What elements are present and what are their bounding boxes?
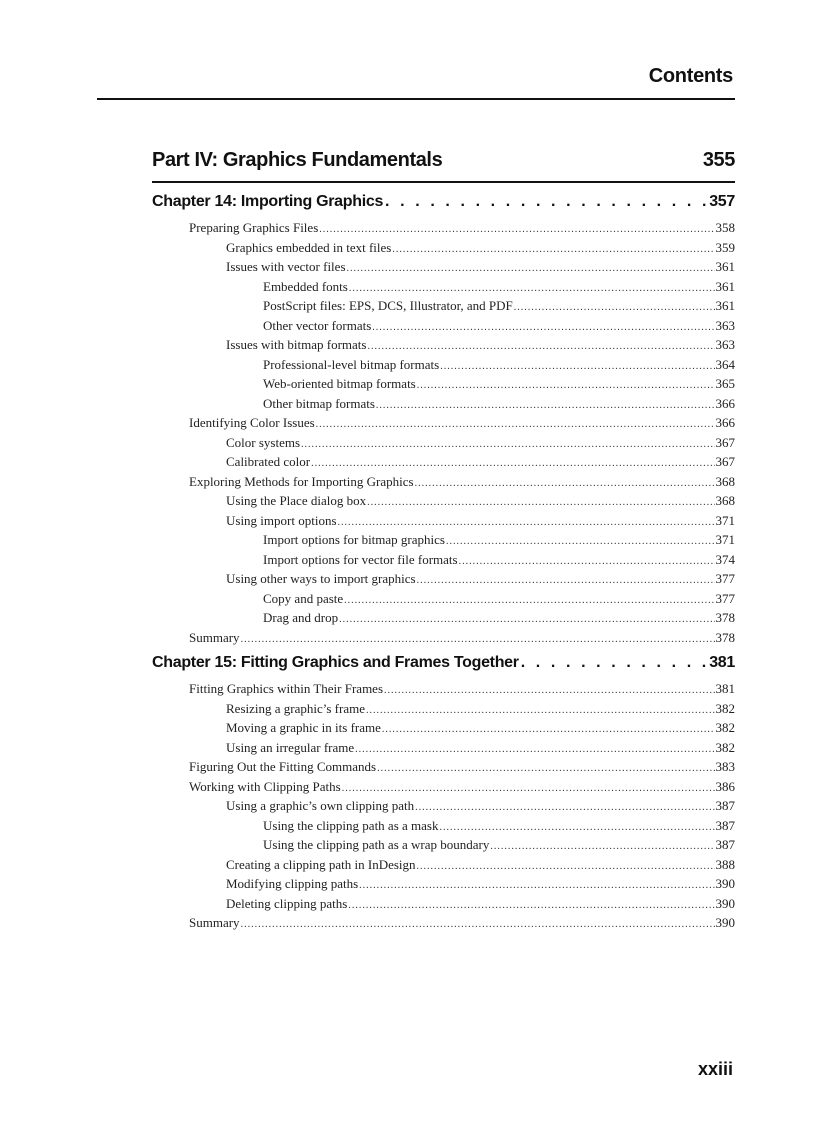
entry-page: 374 — [715, 551, 735, 567]
entry-page: 387 — [715, 817, 735, 833]
chapter-page: 381 — [709, 654, 735, 671]
entry-page: 378 — [715, 610, 735, 625]
toc-entry[interactable] — [152, 277, 735, 297]
toc-entry[interactable] — [152, 608, 735, 628]
entry-title: Resizing a graphic’s frame — [226, 700, 365, 716]
dot-leader — [339, 610, 714, 630]
entry-page: 368 — [715, 493, 735, 508]
entry-page: 363 — [715, 337, 735, 352]
dot-leader — [382, 720, 715, 740]
entry-page: 383 — [715, 759, 735, 774]
table-of-contents — [152, 145, 735, 933]
dot-leader — [367, 493, 714, 513]
toc-entry[interactable] — [152, 757, 735, 777]
toc-entry[interactable] — [152, 257, 735, 277]
part-rule — [152, 181, 735, 183]
toc-entry[interactable] — [152, 894, 735, 914]
entry-title: Identifying Color Issues — [189, 415, 315, 430]
toc-entry[interactable] — [152, 218, 735, 238]
dot-leader — [372, 318, 714, 338]
entry-title: Issues with bitmap formats — [226, 337, 367, 352]
dot-leader — [490, 837, 714, 857]
toc-entry[interactable] — [152, 835, 735, 855]
dot-leader — [376, 396, 715, 416]
entry-page: 367 — [715, 434, 735, 450]
dot-leader — [348, 896, 714, 916]
entry-page: 363 — [715, 317, 735, 333]
chapter-heading[interactable] — [152, 189, 735, 215]
entry-title: Using the clipping path as a wrap boundary — [263, 837, 490, 852]
toc-entry[interactable] — [152, 628, 735, 648]
entry-title: Using the clipping path as a mask — [263, 817, 439, 833]
toc-entry[interactable] — [152, 855, 735, 875]
entry-title: Summary — [189, 629, 240, 645]
dot-leader — [377, 759, 714, 779]
entry-page: 366 — [715, 415, 735, 430]
toc-entry[interactable] — [152, 699, 735, 719]
entry-page: 361 — [715, 259, 735, 274]
toc-entry[interactable] — [152, 796, 735, 816]
dot-leader — [521, 650, 708, 676]
entry-title: PostScript files: EPS, DCS, Illustrator, and PDF — [263, 298, 513, 313]
dot-leader — [514, 298, 715, 318]
toc-entry[interactable] — [152, 777, 735, 797]
entry-title: Fitting Graphics within Their Frames — [189, 681, 384, 696]
toc-entry[interactable] — [152, 374, 735, 394]
entry-page: 364 — [715, 356, 735, 372]
dot-leader — [417, 571, 715, 591]
toc-entry[interactable] — [152, 816, 735, 836]
entry-title: Exploring Methods for Importing Graphics — [189, 473, 414, 489]
toc-entry[interactable] — [152, 550, 735, 570]
part-title: Part IV: Graphics Fundamentals — [152, 149, 443, 171]
toc-entry[interactable] — [152, 413, 735, 433]
entry-page: 382 — [715, 739, 735, 755]
entry-title: Creating a clipping path in InDesign — [226, 856, 416, 872]
entry-page: 390 — [715, 876, 735, 891]
entry-title: Other vector formats — [263, 317, 372, 333]
dot-leader — [301, 435, 714, 455]
entry-page: 381 — [715, 681, 735, 696]
entry-title: Embedded fonts — [263, 278, 348, 294]
part-page: 355 — [702, 149, 735, 171]
dot-leader — [241, 630, 715, 650]
dot-leader — [440, 357, 714, 377]
entry-title: Using import options — [226, 512, 337, 528]
toc-entry[interactable] — [152, 913, 735, 933]
toc-entry[interactable] — [152, 679, 735, 699]
entry-title: Using the Place dialog box — [226, 493, 367, 508]
entry-title: Issues with vector files — [226, 259, 346, 274]
part-heading — [152, 145, 735, 175]
dot-leader — [415, 798, 714, 818]
entry-title: Web-oriented bitmap formats — [263, 376, 416, 391]
dot-leader — [347, 259, 715, 279]
entry-page: 382 — [715, 720, 735, 735]
dot-leader — [459, 552, 715, 572]
entry-title: Working with Clipping Paths — [189, 778, 341, 794]
entry-title: Graphics embedded in text files — [226, 239, 392, 255]
chapter-title: Chapter 15: Fitting Graphics and Frames Together — [152, 654, 519, 671]
toc-entry[interactable] — [152, 569, 735, 589]
entry-page: 359 — [715, 239, 735, 255]
entry-page: 387 — [715, 798, 735, 813]
dot-leader — [446, 532, 715, 552]
toc-entry[interactable] — [152, 335, 735, 355]
entry-page: 361 — [715, 298, 735, 313]
toc-entry[interactable] — [152, 589, 735, 609]
entry-page: 387 — [715, 837, 735, 852]
entry-page: 361 — [715, 278, 735, 294]
entry-page: 382 — [715, 700, 735, 716]
dot-leader — [385, 189, 707, 215]
entry-page: 378 — [715, 629, 735, 645]
toc-entry[interactable] — [152, 874, 735, 894]
entry-page: 367 — [715, 454, 735, 469]
entry-page: 377 — [715, 571, 735, 586]
entry-title: Preparing Graphics Files — [189, 220, 319, 235]
dot-leader — [417, 376, 715, 396]
dot-leader — [366, 701, 715, 721]
toc-entry[interactable] — [152, 238, 735, 258]
toc-entry[interactable] — [152, 394, 735, 414]
dot-leader — [344, 591, 714, 611]
entry-title: Other bitmap formats — [263, 395, 375, 411]
entry-page: 371 — [715, 532, 735, 547]
entry-page: 371 — [715, 512, 735, 528]
toc-entry[interactable] — [152, 491, 735, 511]
chapter-heading[interactable] — [152, 650, 735, 676]
chapter-title: Chapter 14: Importing Graphics — [152, 193, 384, 210]
running-head: Contents — [648, 65, 733, 87]
entry-title: Calibrated color — [226, 454, 311, 469]
entry-title: Professional-level bitmap formats — [263, 356, 440, 372]
entry-title: Deleting clipping paths — [226, 895, 348, 911]
toc-entry[interactable] — [152, 738, 735, 758]
entry-title: Figuring Out the Fitting Commands — [189, 759, 377, 774]
dot-leader — [417, 857, 715, 877]
entry-page: 368 — [715, 473, 735, 489]
entry-page: 358 — [715, 220, 735, 235]
toc-entry[interactable] — [152, 316, 735, 336]
toc-entry[interactable] — [152, 355, 735, 375]
page-number: xxiii — [697, 1059, 733, 1079]
entry-page: 386 — [715, 778, 735, 794]
toc-entry[interactable] — [152, 452, 735, 472]
entry-title: Using an irregular frame — [226, 739, 355, 755]
entry-page: 390 — [715, 895, 735, 911]
entry-title: Moving a graphic in its frame — [226, 720, 381, 735]
toc-entry[interactable] — [152, 433, 735, 453]
dot-leader — [316, 415, 715, 435]
entry-title: Using other ways to import graphics — [226, 571, 416, 586]
entry-page: 388 — [715, 856, 735, 872]
toc-entry[interactable] — [152, 530, 735, 550]
dot-leader — [415, 474, 715, 494]
toc-entry[interactable] — [152, 296, 735, 316]
dot-leader — [359, 876, 714, 896]
entry-page: 390 — [715, 915, 735, 930]
entry-title: Copy and paste — [263, 590, 344, 606]
header-rule — [97, 98, 735, 100]
dot-leader — [355, 740, 714, 760]
entry-title: Color systems — [226, 434, 301, 450]
entry-page: 366 — [715, 395, 735, 411]
dot-leader — [384, 681, 714, 701]
entry-page: 377 — [715, 590, 735, 606]
entry-title: Summary — [189, 915, 240, 930]
entry-title: Import options for vector file formats — [263, 551, 458, 567]
chapter-page: 357 — [709, 193, 735, 210]
toc-entry[interactable] — [152, 511, 735, 531]
toc-entry[interactable] — [152, 718, 735, 738]
entry-title: Import options for bitmap graphics — [263, 532, 445, 547]
entry-title: Using a graphic’s own clipping path — [226, 798, 415, 813]
entry-title: Modifying clipping paths — [226, 876, 359, 891]
dot-leader — [241, 915, 715, 935]
entry-page: 365 — [715, 376, 735, 391]
toc-entry[interactable] — [152, 472, 735, 492]
entry-title: Drag and drop — [263, 610, 339, 625]
dot-leader — [392, 240, 714, 260]
